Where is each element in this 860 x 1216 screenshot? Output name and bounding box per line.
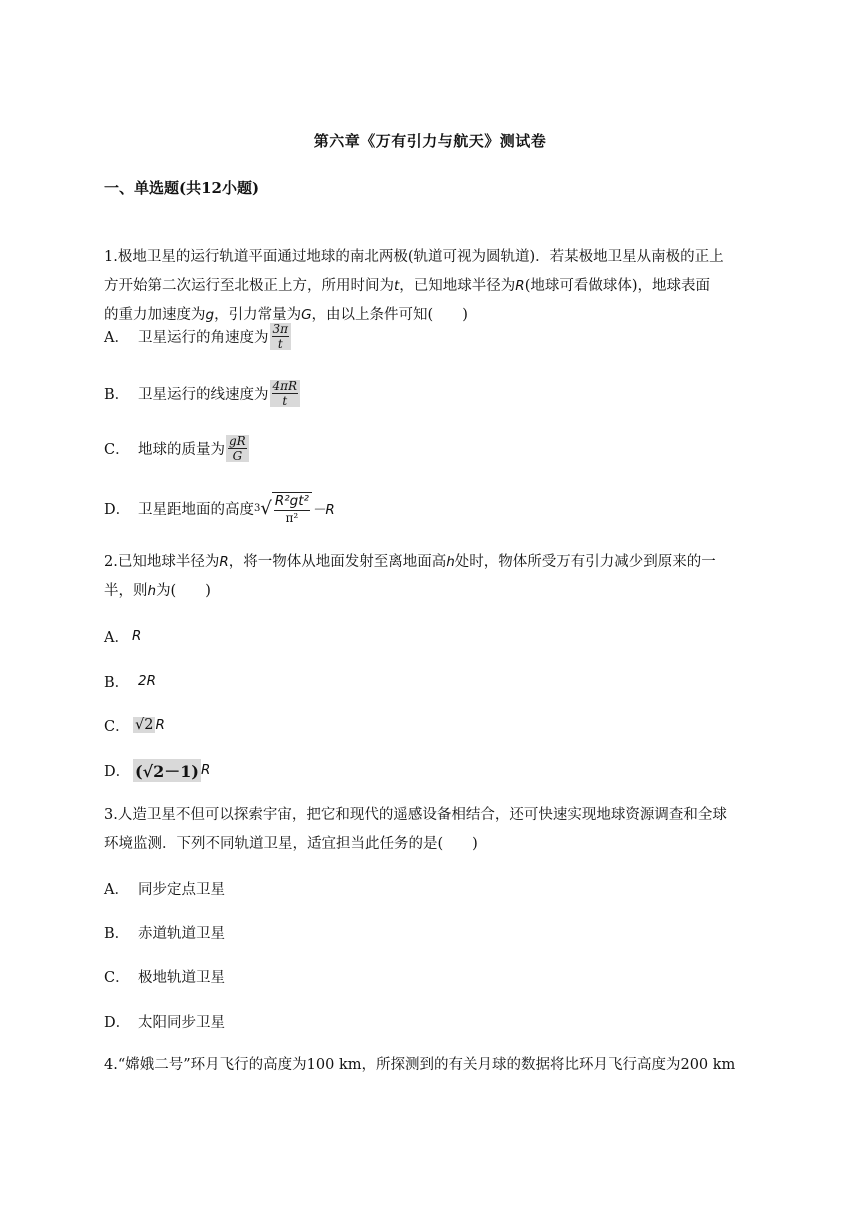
question-3-option-d: D． 太阳同步卫星 bbox=[104, 1014, 225, 1031]
question-2-line-2: 半，则h为( ) bbox=[104, 583, 211, 599]
question-3-option-c: C． 极地轨道卫星 bbox=[104, 969, 225, 986]
question-1-stem bbox=[104, 243, 758, 330]
question-1-option-d: D． 卫星距地面的高度 3 √ $\frac{\text{R²gt²}}{\text{π²}}$ －R bbox=[104, 493, 335, 525]
formula-image: $\frac{gR}{G}$ bbox=[226, 435, 249, 462]
question-4-line-1: 4.“嫦娥二号”环月飞行的高度为100 km，所探测到的有关月球的数据将比环月飞行高度为200 km bbox=[104, 1057, 736, 1073]
section-heading: 一、单选题(共12小题) bbox=[104, 179, 260, 197]
question-2-option-d: D． (√2－1) R bbox=[104, 755, 210, 785]
question-2-option-b: B． 2R bbox=[104, 673, 156, 691]
question-1-option-b: B． 卫星运行的线速度为 $\frac{4\pi R}{t}$ bbox=[104, 378, 300, 408]
question-1-option-a: A． 卫星运行的角速度为 $\frac{3\pi}{t}$ bbox=[104, 321, 291, 351]
question-4-stem bbox=[104, 1051, 758, 1080]
formula-image: (√2－1) bbox=[133, 759, 201, 782]
formula-image: $\frac{3\pi}{t}$ bbox=[270, 323, 292, 350]
question-3-option-a: A． 同步定点卫星 bbox=[104, 881, 225, 898]
cube-root-formula: 3 √ $\frac{\text{R²gt²}}{\text{π²}}$ bbox=[254, 492, 312, 524]
question-2-option-c: C． √2 R bbox=[104, 717, 165, 735]
question-3-line-1: 3.人造卫星不但可以探索宇宙，把它和现代的遥感设备相结合，还可快速实现地球资源调查和全球 bbox=[104, 807, 727, 823]
question-1-line-2: 方开始第二次运行至北极正上方，所用时间为t，已知地球半径为R(地球可看做球体)，地球表面 bbox=[104, 278, 711, 294]
question-1-line-3: 的重力加速度为g，引力常量为G，由以上条件可知( ) bbox=[104, 307, 468, 323]
question-1-option-c: C． 地球的质量为 $\frac{gR}{G}$ bbox=[104, 433, 249, 463]
question-3-line-2: 环境监测．下列不同轨道卫星，适宜担当此任务的是( ) bbox=[104, 836, 478, 852]
question-3-option-b: B． 赤道轨道卫星 bbox=[104, 925, 225, 942]
question-3-stem bbox=[104, 801, 758, 859]
question-2-stem bbox=[104, 548, 758, 606]
formula-image: $\frac{4\pi R}{t}$ bbox=[270, 380, 301, 407]
formula-image: √2 bbox=[135, 717, 154, 733]
question-2-line-1: 2.已知地球半径为R，将一物体从地面发射至离地面高h处时，物体所受万有引力减少到原来的一 bbox=[104, 554, 716, 570]
question-2-option-a: A． R bbox=[104, 628, 142, 646]
page-title: 第六章《万有引力与航天》测试卷 bbox=[313, 132, 547, 150]
question-1-line-1: 1.极地卫星的运行轨道平面通过地球的南北两极(轨道可视为圆轨道)．若某极地卫星从南极的正上 bbox=[104, 249, 724, 265]
